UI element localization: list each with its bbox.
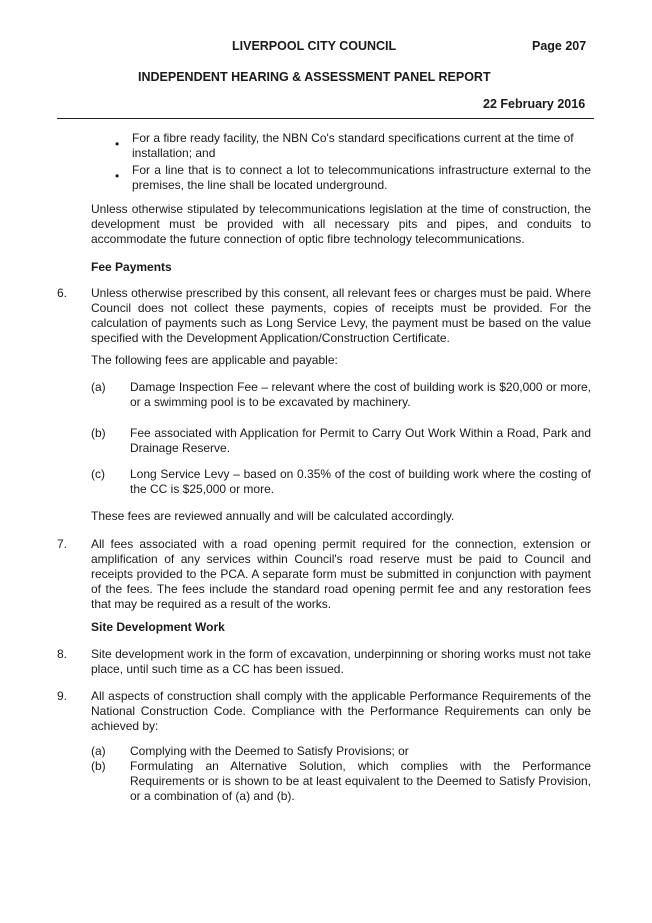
page-number: Page 207 — [532, 39, 587, 53]
item-label: (a) — [91, 744, 106, 758]
bullet-item: For a fibre ready facility, the NBN Co's standard specifications current at the time of installation; and — [132, 131, 574, 160]
condition-number: 9. — [57, 689, 68, 703]
item-label: (a) — [91, 380, 106, 394]
fees-closing: These fees are reviewed annually and will be calculated accordingly. — [91, 509, 455, 523]
bullet-marker: • — [115, 137, 120, 151]
item-label: (c) — [91, 467, 105, 481]
fees-intro: The following fees are applicable and payable: — [91, 353, 338, 367]
header-divider — [57, 118, 594, 119]
item-text: Fee associated with Application for Permit to Carry Out Work Within a Road, Park and Drainage Reserve. — [130, 426, 591, 455]
condition-number: 8. — [57, 647, 68, 661]
condition-text: All aspects of construction shall comply with the applicable Performance Requirements of the National Construction Code. Compliance with the Performance Requirements can only be achieved by: — [91, 689, 591, 733]
item-text: Damage Inspection Fee – relevant where the cost of building work is $20,000 or more, or a swimming pool is to be excavated by machinery. — [130, 380, 591, 409]
item-text: Formulating an Alternative Solution, which complies with the Performance Requirements or is shown to be at least equivalent to the Deemed to Satisfy Provision, or a combination of (a) and (b). — [130, 759, 591, 803]
condition-text: All fees associated with a road opening permit required for the connection, extension or amplification of any services within Council's road reserve must be paid to Council and receipts provided to the PCA. A separate form must be submitted in conjunction with payment of the fees. The fees include the standard road opening permit fee and any restoration fees that may be required as a result of the works. — [91, 537, 591, 611]
condition-text: Unless otherwise prescribed by this consent, all relevant fees or charges must be paid. Where Council does not collect these payments, copies of receipts must be provided. For the calculation of payments such as Long Service Levy, the payment must be based on the value specified with the Development Application/Construction Certificate. — [91, 286, 591, 345]
council-name: LIVERPOOL CITY COUNCIL — [232, 39, 397, 53]
item-text: Long Service Levy – based on 0.35% of the cost of building work where the costing of the CC is $25,000 or more. — [130, 467, 591, 496]
condition-number: 6. — [57, 286, 68, 300]
report-date: 22 February 2016 — [483, 97, 586, 111]
bullet-marker: • — [115, 169, 120, 183]
item-label: (b) — [91, 759, 106, 773]
item-text: Complying with the Deemed to Satisfy Provisions; or — [130, 744, 409, 758]
section-heading-fee-payments: Fee Payments — [91, 260, 172, 274]
condition-text: Site development work in the form of excavation, underpinning or shoring works must not take place, until such time as a CC has been issued. — [91, 647, 591, 676]
bullet-item: For a line that is to connect a lot to telecommunications infrastructure external to the premises, the line shall be located underground. — [132, 163, 591, 192]
item-label: (b) — [91, 426, 106, 440]
telecom-paragraph: Unless otherwise stipulated by telecommunications legislation at the time of construction, the development must be provided with all necessary pits and pipes, and conduits to accommodate the future connection of optic fibre technology telecommunications. — [91, 202, 591, 246]
report-title: INDEPENDENT HEARING & ASSESSMENT PANEL REPORT — [138, 70, 491, 84]
section-heading-site-development: Site Development Work — [91, 620, 225, 634]
condition-number: 7. — [57, 537, 68, 551]
